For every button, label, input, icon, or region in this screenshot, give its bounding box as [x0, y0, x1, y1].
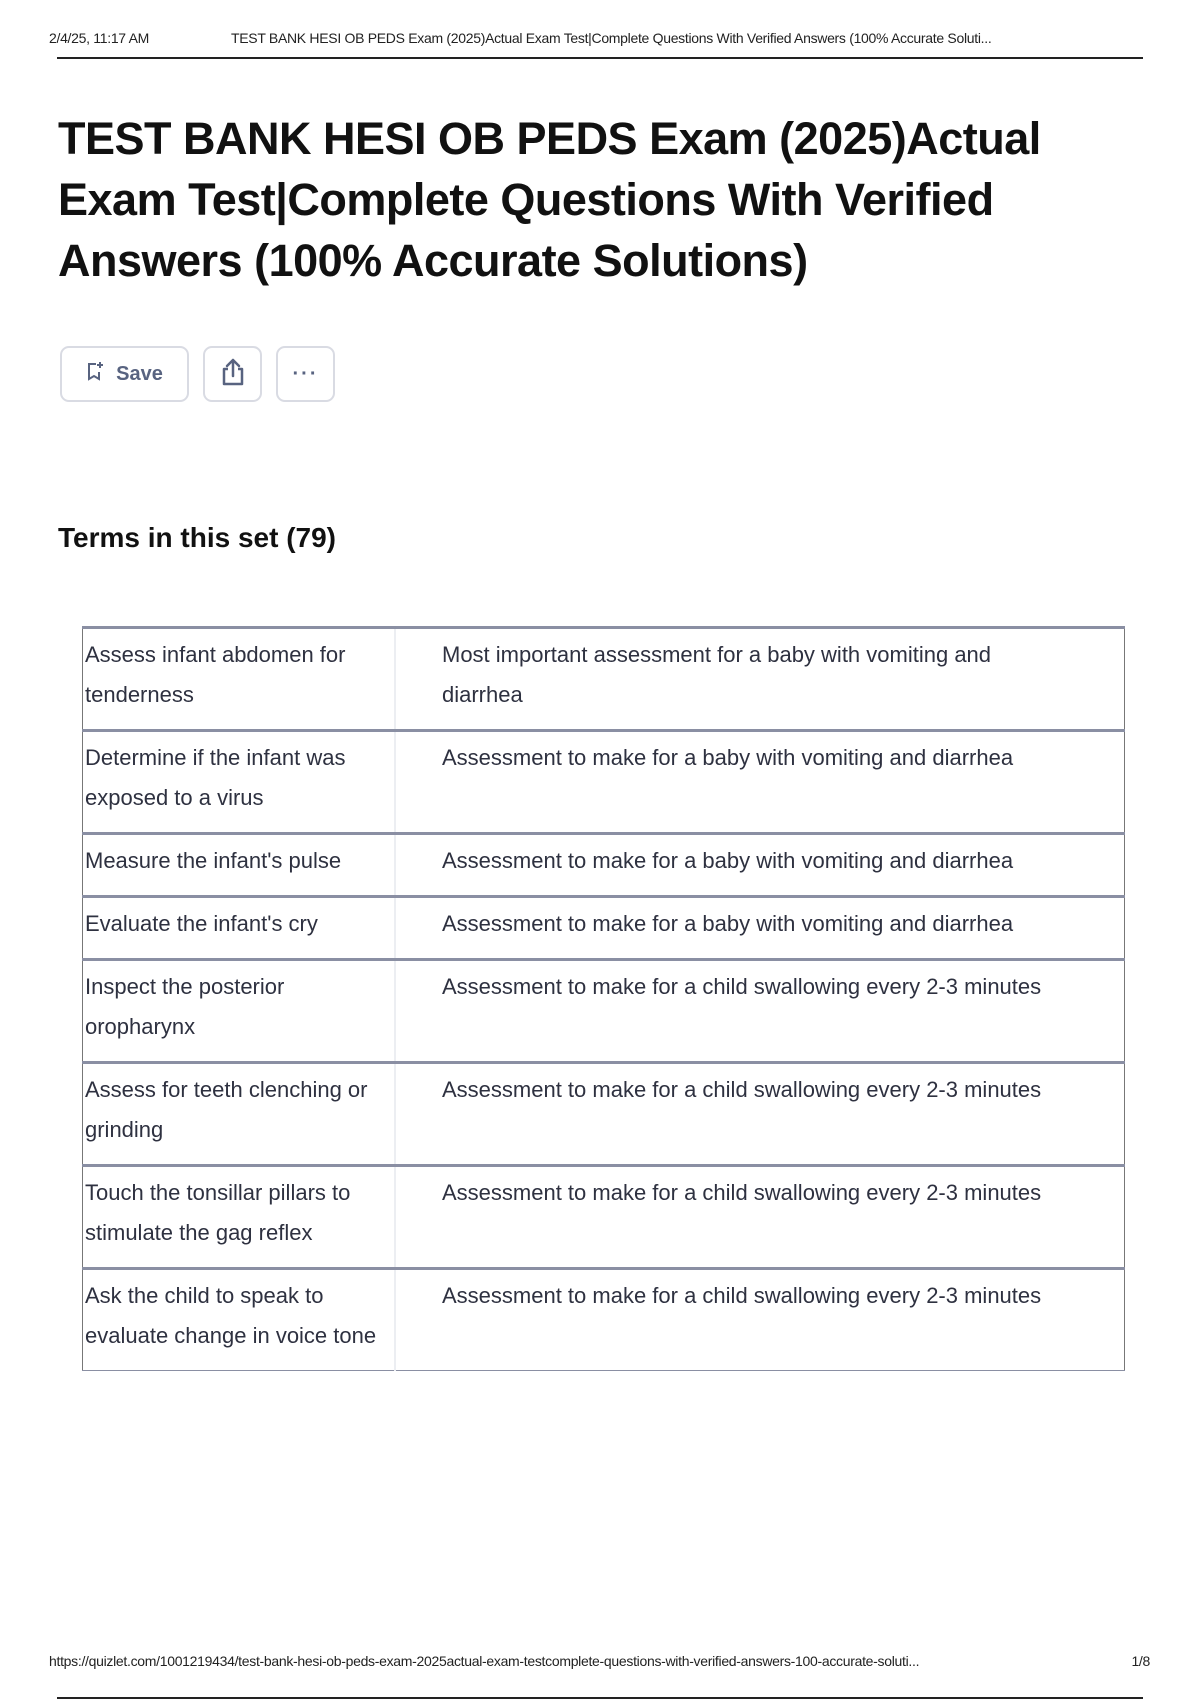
term-row: [83, 1166, 1125, 1269]
term-text: Determine if the infant was exposed to a virus: [83, 731, 396, 834]
share-button[interactable]: [203, 346, 262, 402]
term-row: [83, 1063, 1125, 1166]
term-row: [83, 1269, 1125, 1371]
page-title: TEST BANK HESI OB PEDS Exam (2025)Actual Exam Test|Complete Questions With Verified Answers (100% Accurate Solutions): [58, 113, 1041, 286]
more-options-button[interactable]: [276, 346, 335, 402]
definition-text: Assessment to make for a child swallowing every 2-3 minutes: [395, 1166, 1125, 1269]
term-text: Measure the infant's pulse: [83, 834, 396, 897]
save-label: Save: [116, 362, 163, 385]
definition-text: Assessment to make for a baby with vomiting and diarrhea: [395, 834, 1125, 897]
more-icon: ···: [292, 362, 319, 385]
terms-table: [82, 626, 1125, 1371]
term-row: [83, 897, 1125, 960]
header-divider: [57, 57, 1143, 59]
print-url: https://quizlet.com/1001219434/test-bank-hesi-ob-peds-exam-2025actual-exam-testcomplete-questions-with-verified-answers-100-accurate-soluti...: [49, 1653, 920, 1669]
bookmark-plus-icon: [86, 361, 104, 387]
term-row: [83, 628, 1125, 731]
definition-text: Assessment to make for a child swallowing every 2-3 minutes: [395, 960, 1125, 1063]
print-title: TEST BANK HESI OB PEDS Exam (2025)Actual Exam Test|Complete Questions With Verified Answers (100% Accurate Soluti...: [231, 30, 992, 46]
definition-text: Assessment to make for a child swallowing every 2-3 minutes: [395, 1269, 1125, 1371]
term-text: Assess for teeth clenching or grinding: [83, 1063, 396, 1166]
print-datetime: 2/4/25, 11:17 AM: [49, 30, 150, 46]
save-button[interactable]: [60, 346, 189, 402]
terms-heading: Terms in this set (79): [58, 522, 337, 553]
footer-divider: [57, 1697, 1143, 1699]
print-footer: [49, 1653, 1150, 1669]
definition-text: Assessment to make for a baby with vomiting and diarrhea: [395, 897, 1125, 960]
term-text: Evaluate the infant's cry: [83, 897, 396, 960]
term-row: [83, 731, 1125, 834]
page-number: 1/8: [1131, 1653, 1150, 1669]
definition-text: Assessment to make for a baby with vomiting and diarrhea: [395, 731, 1125, 834]
definition-text: Assessment to make for a child swallowing every 2-3 minutes: [395, 1063, 1125, 1166]
term-row: [83, 834, 1125, 897]
term-text: Inspect the posterior oropharynx: [83, 960, 396, 1063]
share-icon: [219, 357, 247, 392]
term-text: Touch the tonsillar pillars to stimulate the gag reflex: [83, 1166, 396, 1269]
term-text: Ask the child to speak to evaluate change in voice tone: [83, 1269, 396, 1371]
definition-text: Most important assessment for a baby with vomiting and diarrhea: [395, 628, 1125, 731]
term-row: [83, 960, 1125, 1063]
term-text: Assess infant abdomen for tenderness: [83, 628, 396, 731]
